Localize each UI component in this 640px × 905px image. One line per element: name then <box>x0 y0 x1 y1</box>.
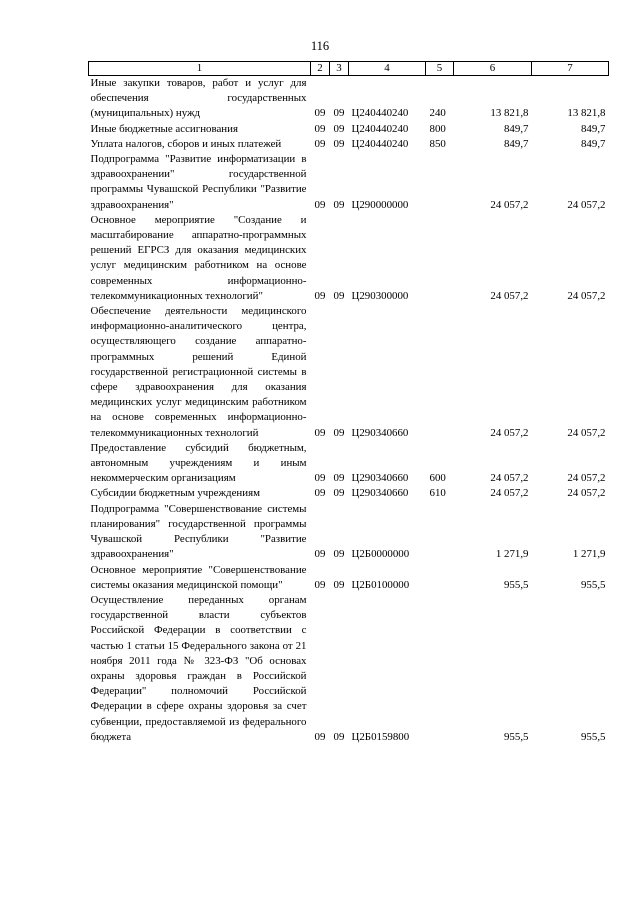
row-amount-col6: 24 057,2 <box>490 426 529 439</box>
row-amount-col7: 24 057,2 <box>567 198 606 211</box>
table-row <box>89 563 609 593</box>
row-subsection: 09 <box>333 426 345 439</box>
header-col-6: 6 <box>454 62 532 76</box>
row-description: Иные закупки товаров, работ и услуг для обеспечения государственных (муниципальных) нужд <box>90 77 307 120</box>
row-target-code: Ц290340660 <box>351 487 409 500</box>
header-col-5: 5 <box>426 62 454 76</box>
row-target-code: Ц290340660 <box>351 472 409 485</box>
row-amount-col7: 13 821,8 <box>567 107 606 120</box>
row-section: 09 <box>314 107 326 120</box>
table-row <box>89 122 609 137</box>
page-number: 116 <box>310 39 330 53</box>
row-subsection: 09 <box>333 198 345 211</box>
row-subsection: 09 <box>333 548 345 561</box>
row-description: Уплата налогов, сборов и иных платежей <box>90 137 282 150</box>
row-section: 09 <box>314 548 326 561</box>
row-expense-type <box>426 152 454 213</box>
row-expense-type: 850 <box>429 137 446 150</box>
table-row <box>89 76 609 122</box>
row-expense-type <box>426 502 454 563</box>
row-amount-col6: 955,5 <box>503 730 529 743</box>
row-section: 09 <box>314 122 326 135</box>
row-amount-col7: 1 271,9 <box>572 548 606 561</box>
row-description: Подпрограмма "Развитие информатизации в здравоохранении" государственной программы Чувашской Республики "Развитие здравоохранения" <box>90 153 307 211</box>
row-subsection: 09 <box>333 578 345 591</box>
row-description: Осуществление переданных органам государственной власти субъектов Российской Федерации в соответствии с частью 1 статьи 15 Федерального закона от 21 ноября 2011 года № 323-ФЗ "Об основах охраны здоровья граждан в Российской Федерации" полномочий Российской Федерации в сфере охраны здоровья за счет субвенции, предоставляемой из федерального бюджета <box>90 593 307 743</box>
row-target-code: Ц240440240 <box>351 107 409 120</box>
row-target-code: Ц290000000 <box>351 198 409 211</box>
row-amount-col6: 24 057,2 <box>490 198 529 211</box>
row-description: Субсидии бюджетным учреждениям <box>90 487 260 500</box>
row-amount-col7: 955,5 <box>580 730 606 743</box>
row-target-code: Ц240440240 <box>351 137 409 150</box>
table-row <box>89 304 609 441</box>
row-amount-col7: 24 057,2 <box>567 426 606 439</box>
header-col-4: 4 <box>349 62 426 76</box>
row-target-code: Ц290340660 <box>351 426 409 439</box>
row-subsection: 09 <box>333 472 345 485</box>
row-target-code: Ц2Б0100000 <box>351 578 410 591</box>
row-amount-col7: 849,7 <box>580 137 606 150</box>
row-expense-type <box>426 213 454 304</box>
row-section: 09 <box>314 426 326 439</box>
row-amount-col6: 24 057,2 <box>490 289 529 302</box>
header-col-2: 2 <box>311 62 330 76</box>
row-amount-col6: 24 057,2 <box>490 472 529 485</box>
row-description: Обеспечение деятельности медицинского информационно-аналитического центра, осуществляющего создание аппаратно-программных решений Единой государственной регистрационной системы в сфере здравоохранения для оказания медицинских услуг медицинским работником на основе современных информационно-телекоммуникационных технологий <box>90 305 307 439</box>
header-col-1: 1 <box>89 62 311 76</box>
table-row <box>89 502 609 563</box>
row-amount-col6: 849,7 <box>503 137 529 150</box>
table-row <box>89 213 609 304</box>
row-description: Иные бюджетные ассигнования <box>90 122 238 135</box>
header-row <box>89 62 609 76</box>
row-subsection: 09 <box>333 122 345 135</box>
row-subsection: 09 <box>333 730 345 743</box>
row-amount-col7: 955,5 <box>580 578 606 591</box>
row-section: 09 <box>314 137 326 150</box>
budget-table <box>88 61 609 745</box>
row-subsection: 09 <box>333 137 345 150</box>
table-row <box>89 593 609 745</box>
row-amount-col7: 849,7 <box>580 122 606 135</box>
table-row <box>89 152 609 213</box>
row-amount-col7: 24 057,2 <box>567 472 606 485</box>
row-target-code: Ц240440240 <box>351 122 409 135</box>
row-expense-type: 600 <box>429 472 446 485</box>
row-expense-type: 610 <box>429 487 446 500</box>
table-row <box>89 486 609 501</box>
row-amount-col6: 955,5 <box>503 578 529 591</box>
row-section: 09 <box>314 578 326 591</box>
row-description: Предоставление субсидий бюджетным, автономным учреждениям и иным некоммерческим организациям <box>90 441 307 485</box>
table-row <box>89 441 609 487</box>
row-expense-type <box>426 563 454 593</box>
row-description: Основное мероприятие "Создание и масштабирование аппаратно-программных решений ЕГРСЗ для оказания медицинских услуг медицинским работником на основе современных информационно-телекоммуникационных технологий" <box>90 213 307 302</box>
row-description: Основное мероприятие "Совершенствование системы оказания медицинской помощи" <box>90 563 307 591</box>
row-expense-type <box>426 593 454 745</box>
row-expense-type: 240 <box>429 107 446 120</box>
row-amount-col6: 13 821,8 <box>490 107 529 120</box>
row-amount-col6: 1 271,9 <box>495 548 529 561</box>
row-section: 09 <box>314 730 326 743</box>
row-section: 09 <box>314 198 326 211</box>
row-amount-col7: 24 057,2 <box>567 487 606 500</box>
row-section: 09 <box>314 472 326 485</box>
row-amount-col6: 849,7 <box>503 122 529 135</box>
header-col-7: 7 <box>532 62 609 76</box>
row-section: 09 <box>314 487 326 500</box>
table-row <box>89 137 609 152</box>
row-amount-col7: 24 057,2 <box>567 289 606 302</box>
row-target-code: Ц290300000 <box>351 289 409 302</box>
row-target-code: Ц2Б0159800 <box>351 730 410 743</box>
row-section: 09 <box>314 289 326 302</box>
row-description: Подпрограмма "Совершенствование системы планирования" государственной программы Чувашской Республики "Развитие здравоохранения" <box>90 502 307 561</box>
row-subsection: 09 <box>333 107 345 120</box>
row-expense-type: 800 <box>429 122 446 135</box>
header-col-3: 3 <box>330 62 349 76</box>
row-expense-type <box>426 304 454 441</box>
row-target-code: Ц2Б0000000 <box>351 548 410 561</box>
row-subsection: 09 <box>333 487 345 500</box>
row-amount-col6: 24 057,2 <box>490 487 529 500</box>
row-subsection: 09 <box>333 289 345 302</box>
